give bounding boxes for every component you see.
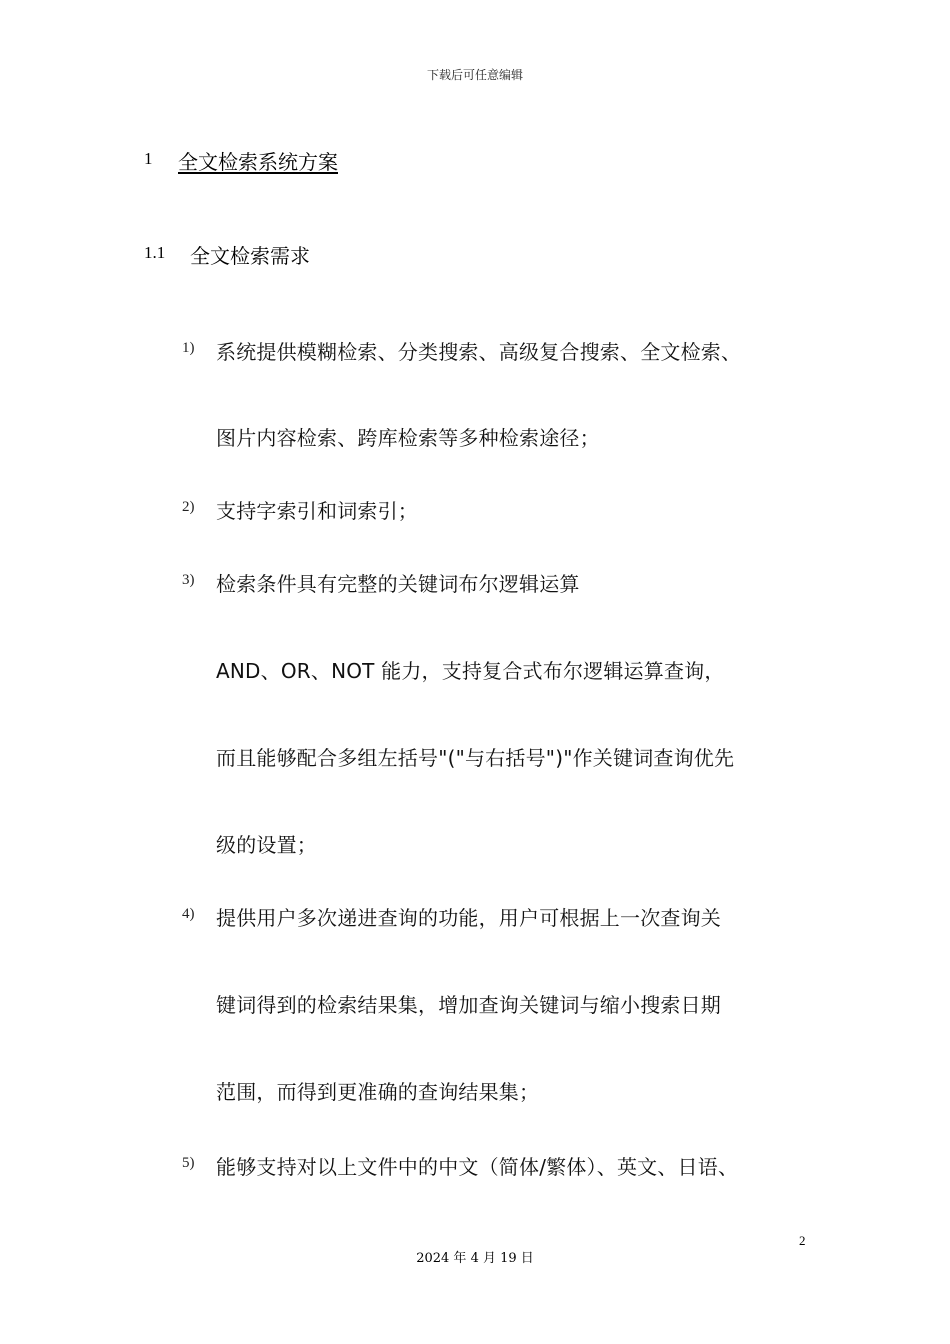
list-item-line: 能够支持对以上文件中的中文（简体/繁体）、英文、日语、 [216,1155,739,1179]
list-item-line: 图片内容检索、跨库检索等多种检索途径； [216,426,600,450]
page-number: 2 [799,1233,806,1248]
section-title: 全文检索系统方案 [178,150,338,174]
section-number: 1 [144,149,153,168]
list-item-line: 提供用户多次递进查询的功能，用户可根据上一次查询关 [216,906,721,930]
list-item-number: 2) [182,499,195,515]
list-item-number: 3) [182,572,195,588]
list-item-line: 范围，而得到更准确的查询结果集； [216,1080,540,1104]
subsection-heading [144,240,310,268]
subsection-title: 全文检索需求 [190,244,310,268]
list-item-line: 键词得到的检索结果集，增加查询关键词与缩小搜索日期 [216,993,721,1017]
footer-date: 2024 年 4 月 19 日 [416,1251,534,1266]
list-item-number: 4) [182,906,195,922]
subsection-number: 1.1 [144,243,166,262]
list-item-number: 1) [182,340,195,356]
section-heading [144,146,338,174]
list-item-line: 检索条件具有完整的关键词布尔逻辑运算 [216,572,580,596]
list-item-number: 5) [182,1155,195,1171]
list-item-line: 而且能够配合多组左括号"("与右括号")"作关键词查询优先 [216,746,735,770]
list-item-line: 支持字索引和词索引； [216,499,418,523]
header-note: 下载后可任意编辑 [426,68,523,82]
list-item-line: AND、OR、NOT 能力，支持复合式布尔逻辑运算查询， [216,659,725,683]
list-item-line: 系统提供模糊检索、分类搜索、高级复合搜索、全文检索、 [216,340,742,364]
list-item-line: 级的设置； [216,833,317,857]
